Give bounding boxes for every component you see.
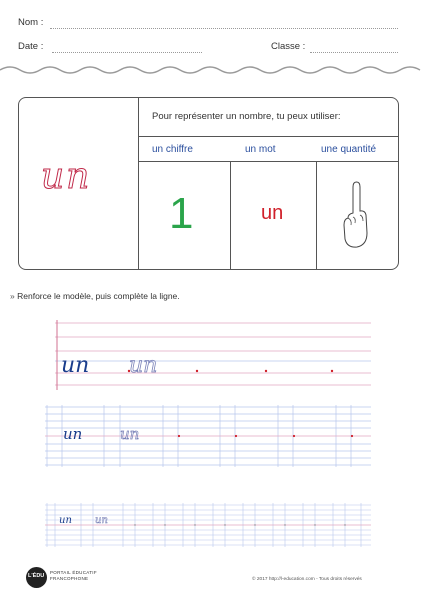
col-divider-2 bbox=[316, 161, 317, 269]
portal-line-1: PORTAIL ÉDUCATIF bbox=[50, 570, 97, 575]
writing-lines-large bbox=[55, 320, 371, 390]
table-divider bbox=[138, 98, 139, 269]
class-label: Classe : bbox=[271, 41, 306, 52]
col-header-digit: un chiffre bbox=[152, 144, 193, 155]
exercise-row-2 bbox=[45, 405, 371, 467]
footer-logo bbox=[26, 567, 47, 588]
writing-grid-small bbox=[45, 503, 371, 547]
model-un-2: un bbox=[63, 425, 83, 443]
digit-one: 1 bbox=[169, 189, 194, 238]
name-row bbox=[18, 17, 398, 31]
date-row bbox=[18, 41, 398, 55]
table-intro: Pour représenter un nombre, tu peux utiliser: bbox=[152, 111, 341, 122]
row-divider-2 bbox=[138, 161, 399, 162]
copyright: © 2017 http://l-education.com - Tous droits réservés bbox=[252, 577, 362, 582]
exercise-row-1 bbox=[55, 320, 371, 390]
trace-un-1[interactable]: un bbox=[129, 353, 158, 378]
portal-text bbox=[50, 570, 97, 582]
model-un-1: un bbox=[61, 353, 90, 378]
logo-text: L'ÉDU bbox=[28, 573, 45, 579]
model-un-3: un bbox=[59, 515, 72, 526]
instruction bbox=[10, 291, 180, 301]
instruction-text: Renforce le modèle, puis complète la ligne. bbox=[17, 291, 180, 301]
model-word-outline: un bbox=[41, 156, 92, 197]
date-label: Date : bbox=[18, 41, 44, 52]
word-un: un bbox=[261, 202, 284, 224]
writing-grid-medium bbox=[45, 405, 371, 467]
col-header-quantity: une quantité bbox=[321, 144, 377, 155]
row-divider-1 bbox=[138, 136, 399, 137]
representation-table bbox=[18, 97, 399, 270]
wavy-divider bbox=[0, 63, 421, 77]
name-line[interactable] bbox=[50, 28, 398, 29]
date-line[interactable] bbox=[52, 52, 202, 53]
col-header-word: un mot bbox=[245, 144, 276, 155]
trace-un-2[interactable]: un bbox=[120, 425, 140, 443]
hand-one-finger-icon bbox=[341, 181, 371, 251]
name-label: Nom : bbox=[18, 17, 44, 28]
model-word-cell bbox=[19, 98, 138, 269]
class-line[interactable] bbox=[310, 52, 398, 53]
exercise-row-3 bbox=[45, 503, 371, 547]
instruction-bullet: » bbox=[10, 291, 15, 301]
trace-un-3[interactable]: un bbox=[95, 515, 108, 526]
col-divider-1 bbox=[230, 161, 231, 269]
portal-line-2: FRANCOPHONE bbox=[50, 576, 89, 581]
